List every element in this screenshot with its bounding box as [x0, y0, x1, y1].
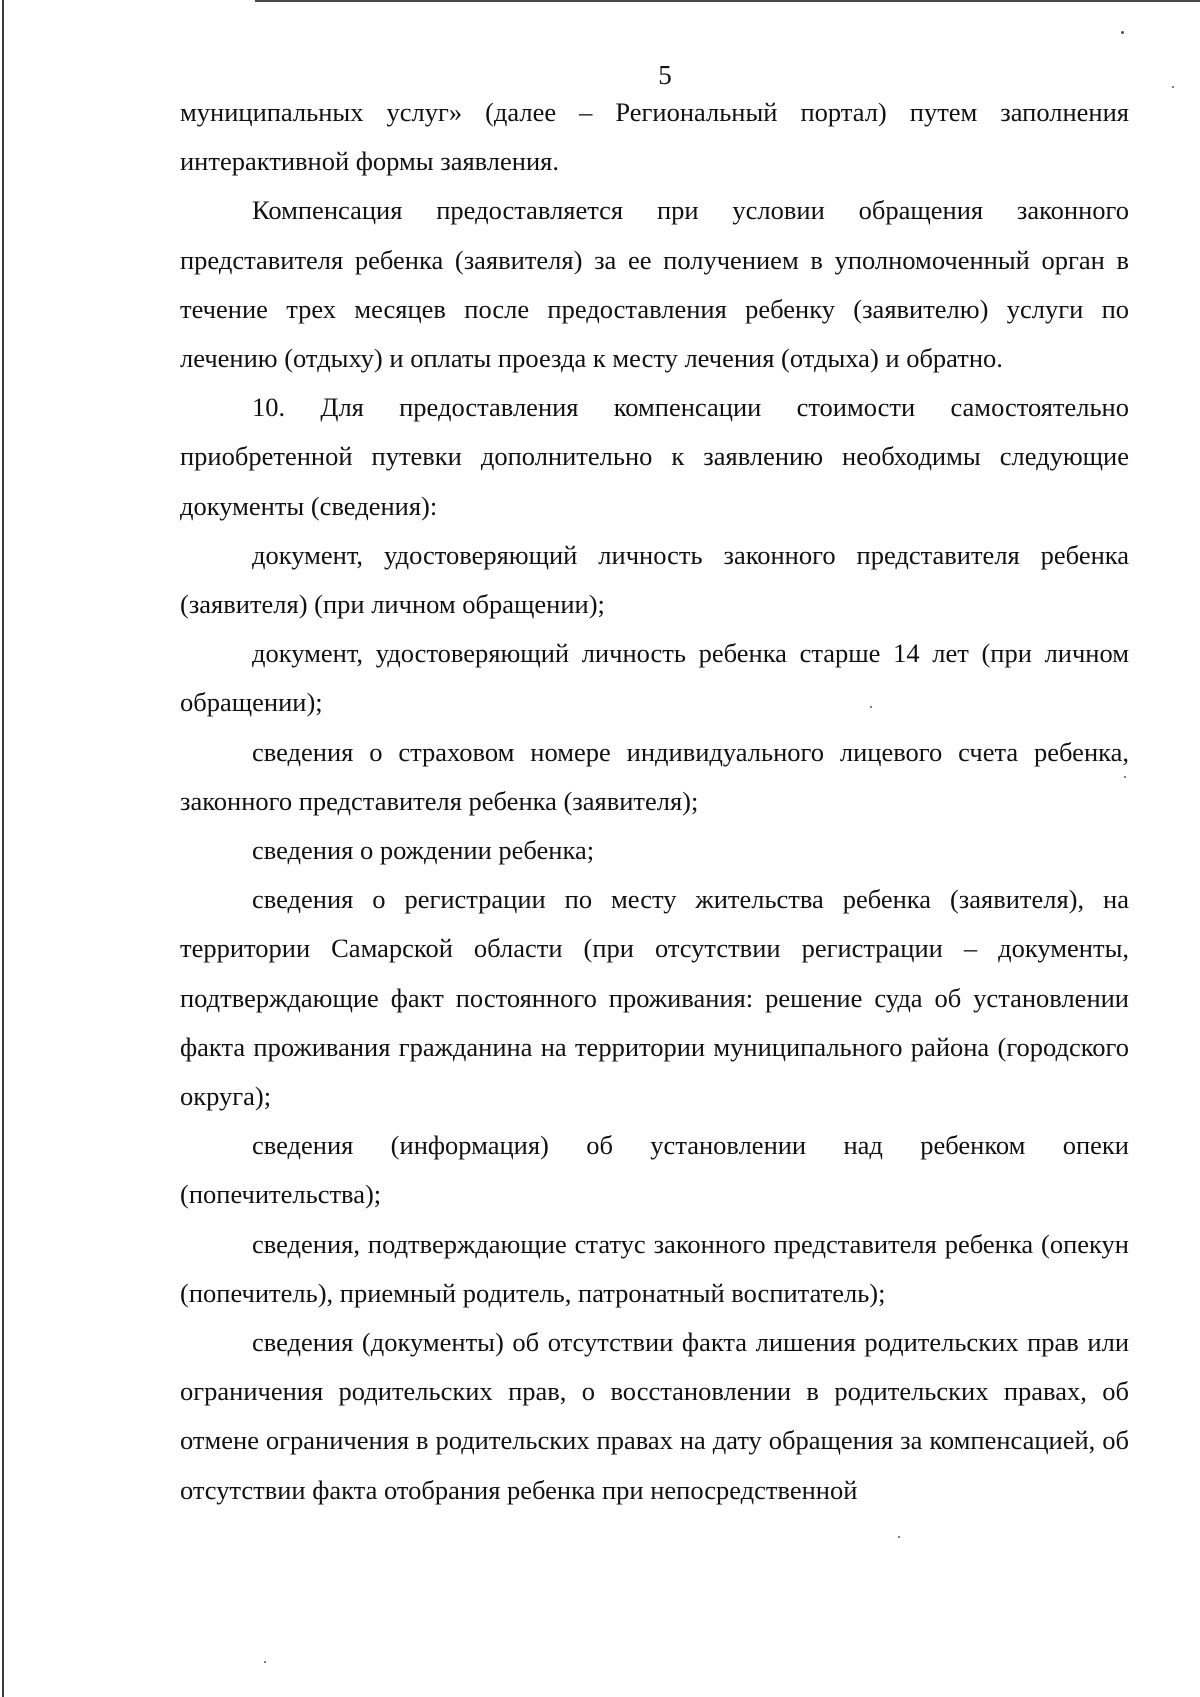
- paragraph: сведения о регистрации по месту жительства ребенка (заявителя), на территории Самарской области (при отсутствии регистрации – документы, подтверждающие факт постоянного проживания: решение суда об установлении факта проживания гражданина на территории муниципального района (городского округа);: [180, 884, 1129, 1112]
- paragraph: сведения, подтверждающие статус законного представителя ребенка (опекун (попечитель), приемный родитель, патронатный воспитатель);: [180, 1228, 1129, 1308]
- paragraph: сведения о рождении ребенка;: [252, 835, 595, 866]
- paragraph: муниципальных услуг» (далее – Региональный портал) путем заполнения интерактивной формы заявления.: [180, 97, 1129, 177]
- paragraph: сведения (документы) об отсутствии факта лишения родительских прав или ограничения родительских прав, о восстановлении в родительских правах, об отмене ограничения в родительских правах на дату обращения за компенсацией, об отсутствии факта отобрания ребенка при непосредственной: [180, 1327, 1129, 1505]
- paragraph: Компенсация предоставляется при условии обращения законного представителя ребенка (заявителя) за ее получением в уполномоченный орган в течение трех месяцев после предоставления ребенку (заявителю) услуги по лечению (отдыху) и оплаты проезда к месту лечения (отдыха) и обратно.: [180, 195, 1129, 374]
- scan-left-edge: [2, 0, 4, 1697]
- page-number: 5: [658, 60, 672, 90]
- scan-speck: [898, 1536, 900, 1538]
- paragraph: сведения о страховом номере индивидуального лицевого счета ребенка, законного представителя ребенка (заявителя);: [180, 736, 1129, 816]
- paragraph: документ, удостоверяющий личность законного представителя ребенка (заявителя) (при личном обращении);: [180, 539, 1129, 620]
- scan-top-edge: [255, 0, 1200, 2]
- scan-speck: [264, 1661, 266, 1663]
- paragraph: сведения (информация) об установлении над ребенком опеки (попечительства);: [180, 1130, 1129, 1210]
- paragraph: документ, удостоверяющий личность ребенка старше 14 лет (при личном обращении);: [180, 638, 1129, 718]
- document-body: [180, 88, 1129, 1515]
- scan-speck: [1121, 31, 1124, 34]
- paragraph: 10. Для предоставления компенсации стоимости самостоятельно приобретенной путевки дополнительно к заявлению необходимы следующие документы (сведения):: [180, 392, 1129, 521]
